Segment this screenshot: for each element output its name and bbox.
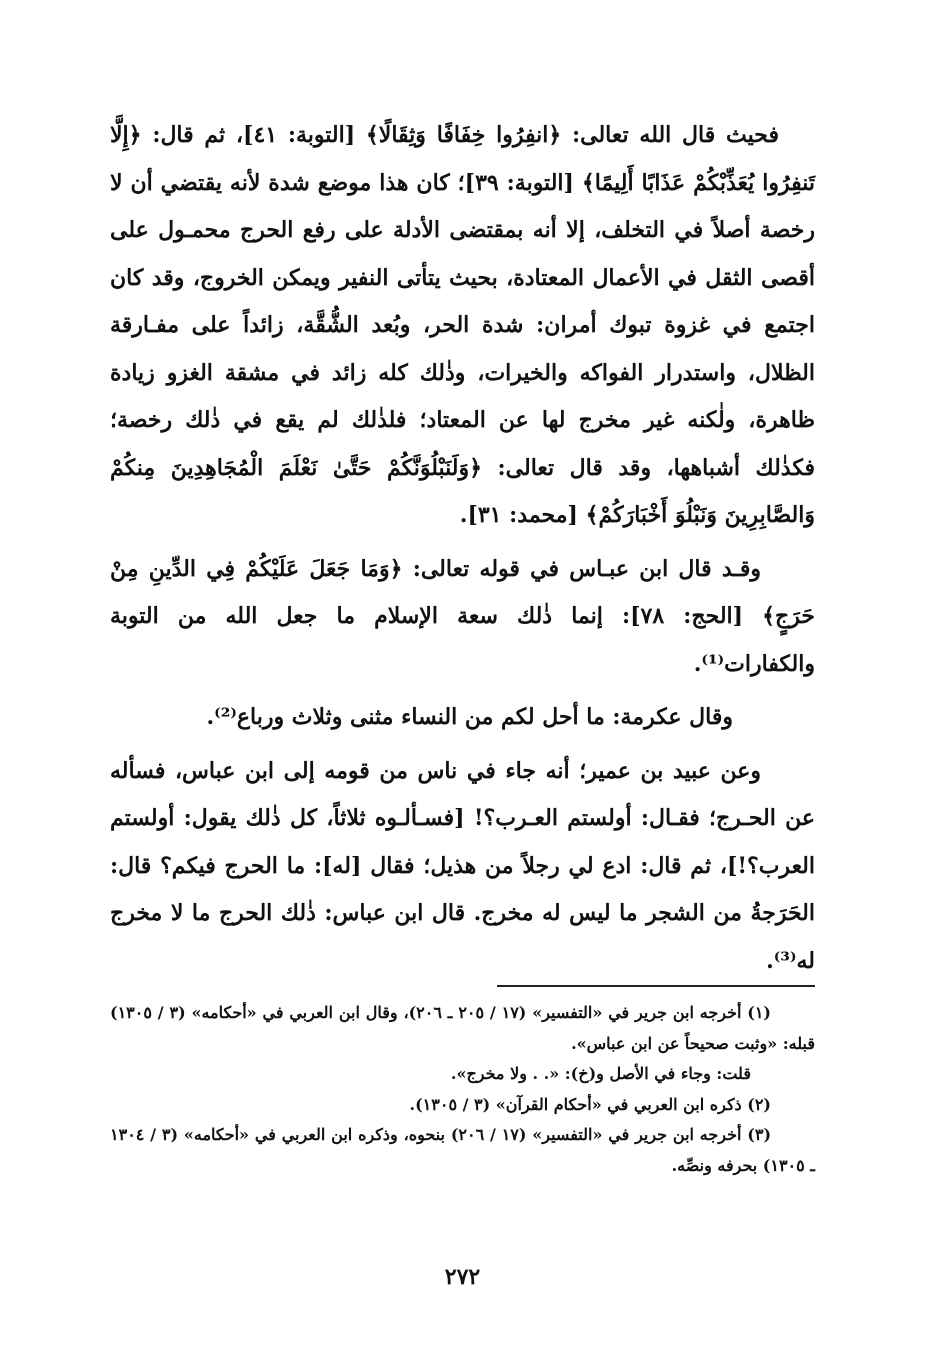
page-number: ٢٧٢: [444, 1264, 481, 1290]
main-text-block: [110, 112, 815, 985]
body-paragraph-3: وقال عكرمة: ما أحل لكم من النساء مثنى وثلاث ورباع⁽²⁾.: [206, 704, 733, 730]
footnote-2: (٢) ذكره ابن العربي في «أحكام القرآن» (٣ / ١٣٠٥).: [409, 1094, 771, 1114]
footnote-1-note: قلت: وجاء في الأصل و(خ): «. . ولا مخرج».: [450, 1064, 751, 1083]
body-paragraph-4: وعن عبيد بن عمير؛ أنه جاء في ناس من قومه إلى ابن عباس، فسأله عن الحـرج؛ فقـال: أولستم العـرب؟! [فسـألـوه ثلاثاً، كل ذٰلك يقول: أولستم العرب؟!]، ثم قال: ادع لي رجلاً من هذيل؛ فقال [له]: ما الحرج فيكم؟ قال: الحَرَجةُ من الشجر ما ليس له مخرج. قال ابن عباس: ذٰلك الحرج ما لا مخرج له⁽³⁾.: [110, 757, 815, 974]
footnotes-block: [110, 998, 815, 1181]
body-paragraph-1: فحيث قال الله تعالى: ﴿انفِرُوا خِفَافًا وَثِقَالًا﴾ [التوبة: ٤١]، ثم قال: ﴿إِلَّا تَنفِرُوا يُعَذِّبْكُمْ عَذَابًا أَلِيمًا﴾ [التوبة: ٣٩]؛ كان هذا موضع شدة لأنه يقتضي أن لا رخصة أصلاً في التخلف، إلا أنه بمقتضى الأدلة على رفع الحرج محمـول على أقصى الثقل في الأعمال المعتادة، بحيث يتأتى النفير ويمكن الخروج، وقد كان اجتمع في غزوة تبوك أمران: شدة الحر، وبُعد الشُّقَّة، زائداً على مفـارقة الظلال، واستدرار الفواكه والخيرات، وذٰلك كله زائد في مشقة الغزو زيادة ظاهرة، ولٰكنه غير مخرج لها عن المعتاد؛ فلذٰلك لم يقع في ذٰلك رخصة؛ فكذٰلك أشباهها، وقد قال تعالى: ﴿وَلَنَبْلُوَنَّكُمْ حَتَّىٰ نَعْلَمَ الْمُجَاهِدِينَ مِنكُمْ وَالصَّابِرِينَ وَنَبْلُوَ أَخْبَارَكُمْ﴾ [محمد: ٣١].: [110, 122, 815, 528]
body-paragraph-2: وقـد قال ابن عبـاس في قوله تعالى: ﴿وَمَا جَعَلَ عَلَيْكُمْ فِي الدِّينِ مِنْ حَرَجٍ﴾ [الحج: ٧٨]: إنما ذٰلك سعة الإسلام ما جعل الله من التوبة والكفارات⁽¹⁾.: [110, 555, 815, 677]
footnote-3: (٣) أخرجه ابن جرير في «التفسير» (١٧ / ٢٠٦) بنحوه، وذكره ابن العربي في «أحكامه» (٣ / ١٣٠٤ ـ ١٣٠٥) بحرفه ونصِّه.: [110, 1125, 815, 1175]
footnote-1: (١) أخرجه ابن جرير في «التفسير» (١٧ / ٢٠٥ ـ ٢٠٦)، وقال ابن العربي في «أحكامه» (٣ / ١٣٠٥) قبله: «وثبت صحيحاً عن ابن عباس».: [110, 1003, 815, 1053]
footnote-separator: [497, 985, 815, 987]
